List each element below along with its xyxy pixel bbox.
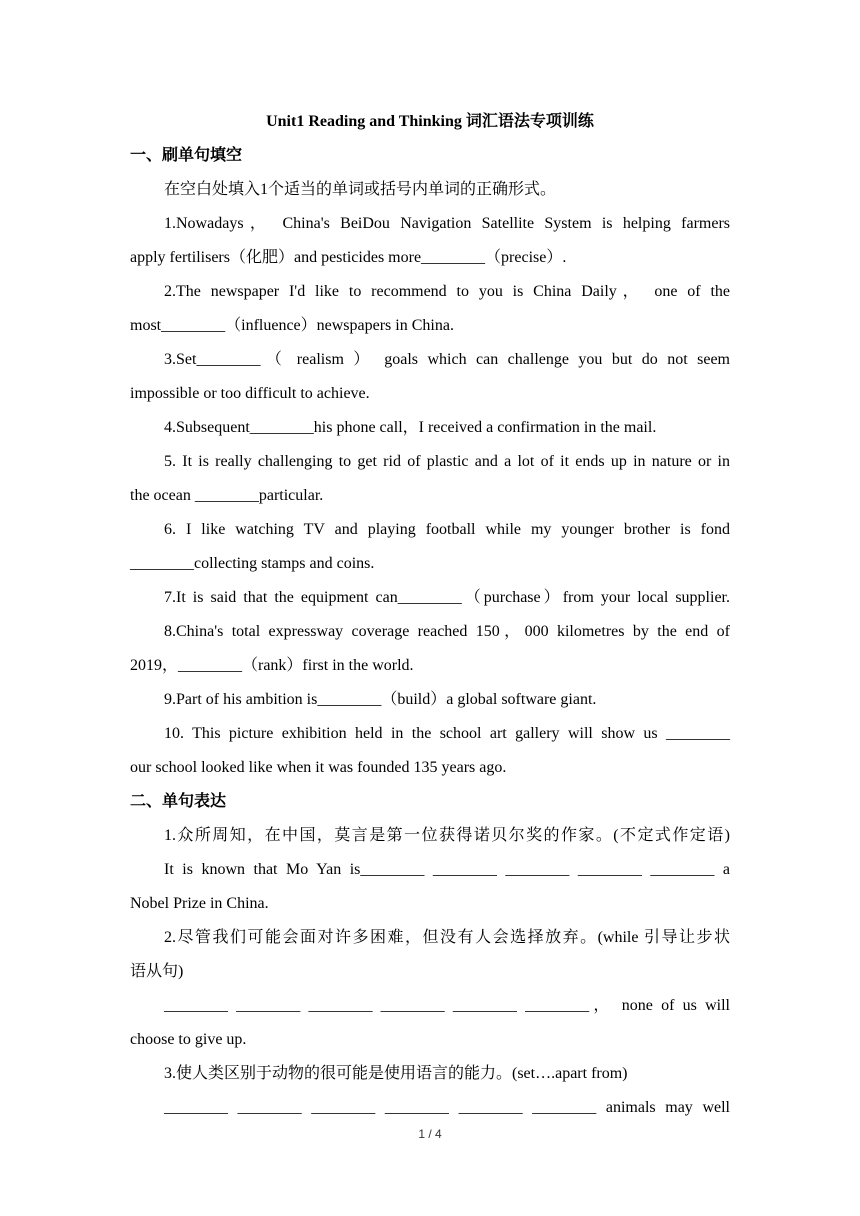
question-1-line-2: apply fertilisers（化肥）and pesticides more________（precise）. (130, 249, 567, 266)
question-3-line-1: 3.Set________（ realism ） goals which can challenge you but do not seem (164, 351, 730, 368)
question-1-line-1: 1.Nowadays， China's BeiDou Navigation Satellite System is helping farmers (164, 215, 730, 232)
expression-2-answer-line-2: choose to give up. (130, 1031, 247, 1048)
expression-2-answer-line-1: ________ ________ ________ ________ ________ ________， none of us will (164, 997, 731, 1014)
expression-2-prompt-line-2: 语从句) (130, 963, 184, 980)
expression-2-prompt-line-1: 2.尽管我们可能会面对许多困难，但没有人会选择放弃。(while 引导让步状 (164, 929, 730, 946)
question-6-line-2: ________collecting stamps and coins. (130, 555, 375, 572)
question-5-line-2: the ocean ________particular. (130, 487, 324, 504)
document-title: Unit1 Reading and Thinking 词汇语法专项训练 (266, 113, 594, 130)
question-8-line-1: 8.China's total expressway coverage reached 150，000 kilometres by the end of (164, 623, 730, 640)
question-2-line-2: most________（influence）newspapers in China. (130, 317, 454, 334)
question-5-line-1: 5. It is really challenging to get rid of plastic and a lot of it ends up in nature or in (164, 453, 730, 470)
section-instruction: 在空白处填入1个适当的单词或括号内单词的正确形式。 (164, 181, 557, 198)
expression-3-answer-line-1: ________ ________ ________ ________ ________ ________ animals may well (164, 1099, 730, 1116)
section-heading-sentence-expression: 二、单句表达 (130, 793, 227, 810)
expression-1-answer-line-2: Nobel Prize in China. (130, 895, 269, 912)
expression-3-prompt: 3.使人类区别于动物的很可能是使用语言的能力。(set….apart from) (164, 1065, 628, 1082)
question-3-line-2: impossible or too difficult to achieve. (130, 385, 370, 402)
question-4-line-1: 4.Subsequent________his phone call，I received a confirmation in the mail. (164, 419, 657, 436)
question-2-line-1: 2.The newspaper I'd like to recommend to you is China Daily， one of the (164, 283, 730, 300)
question-9-line-1: 9.Part of his ambition is________（build）a global software giant. (164, 691, 597, 708)
question-7-line-1: 7.It is said that the equipment can________（purchase）from your local supplier. (164, 589, 730, 606)
section-heading-fill-blanks: 一、刷单句填空 (130, 147, 243, 164)
page-number: 1 / 4 (418, 1127, 442, 1141)
question-8-line-2: 2019，________（rank）first in the world. (130, 657, 414, 674)
expression-1-answer-line-1: It is known that Mo Yan is________ ________ ________ ________ ________ a (164, 861, 730, 878)
question-10-line-2: our school looked like when it was founded 135 years ago. (130, 759, 507, 776)
expression-1-prompt: 1.众所周知，在中国，莫言是第一位获得诺贝尔奖的作家。(不定式作定语) (164, 827, 730, 844)
question-10-line-1: 10. This picture exhibition held in the school art gallery will show us ________ (164, 725, 730, 742)
question-6-line-1: 6. I like watching TV and playing football while my younger brother is fond (164, 521, 730, 538)
